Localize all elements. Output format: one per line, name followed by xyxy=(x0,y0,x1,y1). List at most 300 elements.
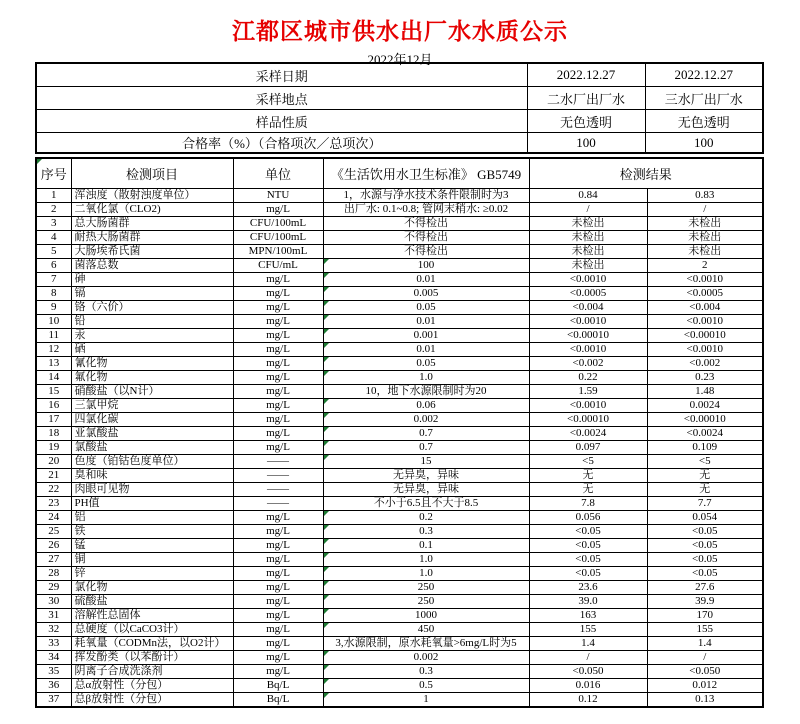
cell-standard-text: 不得检出 xyxy=(404,217,448,229)
cell-result-plant3-text: / xyxy=(703,651,707,663)
cell-result-plant3-text: 未检出 xyxy=(688,231,722,243)
cell-unit-text: —— xyxy=(267,455,289,467)
cell-item-text: 耐热大肠菌群 xyxy=(74,231,141,243)
cell-result-plant3-text: 0.012 xyxy=(692,679,718,691)
cell-index-text: 3 xyxy=(51,217,57,229)
cell-item xyxy=(71,343,233,357)
cell-standard-text: 1.0 xyxy=(419,553,433,565)
cell-unit-text: mg/L xyxy=(266,413,290,425)
cell-standard-text: 0.5 xyxy=(419,679,433,691)
excel-flag-icon xyxy=(37,159,42,164)
cell-result-plant3 xyxy=(647,385,763,399)
cell-item-text: 锰 xyxy=(74,539,86,551)
cell-result-plant2-text: 1.59 xyxy=(578,385,598,397)
cell-result-plant2 xyxy=(529,623,647,637)
cell-item-text: 锌 xyxy=(74,567,86,579)
cell-result-plant2 xyxy=(529,581,647,595)
excel-flag-icon xyxy=(324,553,329,558)
cell-item xyxy=(71,301,233,315)
cell-index xyxy=(36,539,71,553)
cell-index-text: 29 xyxy=(48,581,60,593)
cell-index-text: 13 xyxy=(48,357,60,369)
cell-item xyxy=(71,609,233,623)
cell-standard xyxy=(323,413,529,427)
cell-unit xyxy=(233,609,323,623)
excel-flag-icon xyxy=(324,581,329,586)
cell-result-plant2 xyxy=(529,343,647,357)
cell-result-plant2 xyxy=(529,371,647,385)
cell-result-plant2-text: 39.0 xyxy=(578,595,598,607)
cell-item xyxy=(71,623,233,637)
cell-result-plant3-text: / xyxy=(703,203,707,215)
cell-standard-text: 250 xyxy=(417,581,435,593)
cell-item xyxy=(71,539,233,553)
cell-result-plant3 xyxy=(647,371,763,385)
table-row xyxy=(36,245,763,259)
cell-standard xyxy=(323,315,529,329)
cell-item-text: 铝 xyxy=(74,511,86,523)
cell-index xyxy=(36,399,71,413)
col-header-unit-text: 单位 xyxy=(264,167,291,182)
cell-standard-text: 不得检出 xyxy=(404,245,448,257)
cell-standard-text: 0.3 xyxy=(419,665,433,677)
cell-item xyxy=(71,357,233,371)
cell-result-plant3 xyxy=(647,665,763,679)
cell-index-text: 2 xyxy=(51,203,57,215)
table-header-row xyxy=(36,158,763,189)
cell-index-text: 35 xyxy=(48,665,60,677)
cell-result-plant3-text: 170 xyxy=(696,609,713,621)
cell-item-text: 菌落总数 xyxy=(74,259,119,271)
cell-result-plant3-text: 0.0024 xyxy=(689,399,720,411)
cell-result-plant3-text: 未检出 xyxy=(688,217,722,229)
table-row xyxy=(36,371,763,385)
cell-result-plant3 xyxy=(647,315,763,329)
cell-standard xyxy=(323,595,529,609)
cell-item xyxy=(71,259,233,273)
cell-item xyxy=(71,427,233,441)
cell-index-text: 17 xyxy=(48,413,60,425)
cell-standard xyxy=(323,623,529,637)
cell-index-text: 8 xyxy=(51,287,57,299)
excel-flag-icon xyxy=(324,441,329,446)
cell-unit xyxy=(233,553,323,567)
summary-row xyxy=(36,110,763,133)
cell-result-plant2-text: 155 xyxy=(579,623,597,635)
cell-result-plant2-text: 无 xyxy=(582,469,594,481)
table-row xyxy=(36,469,763,483)
cell-item xyxy=(71,651,233,665)
cell-index xyxy=(36,259,71,273)
table-row xyxy=(36,553,763,567)
cell-result-plant3 xyxy=(647,637,763,651)
cell-result-plant2 xyxy=(529,301,647,315)
cell-standard xyxy=(323,525,529,539)
cell-standard-text: 0.01 xyxy=(416,273,436,285)
cell-item-text: 硒 xyxy=(74,343,86,355)
cell-result-plant3 xyxy=(647,413,763,427)
table-row xyxy=(36,427,763,441)
cell-item-text: 铬（六价） xyxy=(74,301,130,313)
cell-unit-text: NTU xyxy=(266,189,290,201)
cell-item-text: 砷 xyxy=(74,273,86,285)
cell-index-text: 23 xyxy=(48,497,60,509)
cell-result-plant3 xyxy=(647,189,763,203)
excel-flag-icon xyxy=(324,399,329,404)
cell-result-plant2 xyxy=(529,567,647,581)
cell-standard-text: 0.005 xyxy=(413,287,439,299)
cell-result-plant2-text: <0.00010 xyxy=(567,413,609,425)
cell-item-text: 总β放射性（分包） xyxy=(74,693,169,705)
cell-result-plant2-text: <0.002 xyxy=(572,357,604,369)
cell-result-plant3-text: <0.05 xyxy=(692,553,718,565)
table-row xyxy=(36,231,763,245)
cell-unit xyxy=(233,357,323,371)
cell-result-plant3-text: <0.05 xyxy=(692,567,718,579)
cell-item xyxy=(71,399,233,413)
cell-result-plant3 xyxy=(647,245,763,259)
cell-item-text: PH值 xyxy=(74,497,100,509)
cell-index xyxy=(36,329,71,343)
cell-index-text: 7 xyxy=(51,273,57,285)
cell-result-plant2 xyxy=(529,679,647,693)
cell-standard xyxy=(323,567,529,581)
cell-standard-text: 1.0 xyxy=(419,567,433,579)
cell-index-text: 21 xyxy=(48,469,60,481)
cell-result-plant3-text: 7.7 xyxy=(697,497,712,509)
table-row xyxy=(36,301,763,315)
cell-result-plant2 xyxy=(529,469,647,483)
cell-item-text: 挥发酚类（以苯酚计） xyxy=(74,651,185,663)
cell-index-text: 18 xyxy=(48,427,60,439)
cell-result-plant2 xyxy=(529,651,647,665)
cell-index xyxy=(36,385,71,399)
cell-item xyxy=(71,469,233,483)
cell-result-plant2 xyxy=(529,455,647,469)
cell-standard xyxy=(323,581,529,595)
cell-result-plant2-text: 0.84 xyxy=(578,189,598,201)
cell-index-text: 12 xyxy=(48,343,60,355)
cell-standard xyxy=(323,693,529,708)
excel-flag-icon xyxy=(324,525,329,530)
cell-result-plant3-text: 无 xyxy=(699,469,711,481)
cell-index xyxy=(36,651,71,665)
cell-item-text: 二氧化氯（CLO2) xyxy=(74,203,161,215)
cell-index xyxy=(36,413,71,427)
cell-unit xyxy=(233,385,323,399)
excel-flag-icon xyxy=(324,413,329,418)
cell-unit xyxy=(233,581,323,595)
cell-index-text: 5 xyxy=(51,245,57,257)
cell-index-text: 28 xyxy=(48,567,60,579)
cell-result-plant3 xyxy=(647,259,763,273)
table-row xyxy=(36,259,763,273)
cell-unit-text: mg/L xyxy=(266,399,290,411)
cell-unit xyxy=(233,567,323,581)
cell-index xyxy=(36,665,71,679)
cell-unit xyxy=(233,595,323,609)
col-header-result-text: 检测结果 xyxy=(619,167,672,182)
cell-item-text: 氰化物 xyxy=(74,357,108,369)
excel-flag-icon xyxy=(324,623,329,628)
cell-result-plant3 xyxy=(647,441,763,455)
cell-result-plant3 xyxy=(647,679,763,693)
cell-result-plant2-text: <0.05 xyxy=(575,567,601,579)
cell-result-plant2 xyxy=(529,357,647,371)
cell-unit xyxy=(233,441,323,455)
cell-result-plant2 xyxy=(529,497,647,511)
cell-unit xyxy=(233,427,323,441)
cell-standard-text: 1，水源与净水技术条件限制时为3 xyxy=(343,189,509,201)
cell-result-plant2 xyxy=(529,231,647,245)
cell-result-plant3 xyxy=(647,203,763,217)
cell-standard xyxy=(323,679,529,693)
cell-item-text: 镉 xyxy=(74,287,86,299)
cell-item xyxy=(71,315,233,329)
col-header-result xyxy=(529,158,763,189)
cell-result-plant3-text: 2 xyxy=(702,259,708,271)
table-row xyxy=(36,399,763,413)
excel-flag-icon xyxy=(324,693,329,698)
cell-item xyxy=(71,525,233,539)
cell-unit xyxy=(233,623,323,637)
cell-index xyxy=(36,483,71,497)
table-row xyxy=(36,483,763,497)
cell-item-text: 铅 xyxy=(74,315,86,327)
cell-index-text: 11 xyxy=(48,329,60,341)
cell-result-plant2 xyxy=(529,329,647,343)
table-row xyxy=(36,189,763,203)
cell-result-plant2-text: <0.00010 xyxy=(567,329,609,341)
cell-index-text: 6 xyxy=(51,259,57,271)
cell-result-plant2 xyxy=(529,203,647,217)
cell-result-plant3-text: 0.23 xyxy=(695,371,715,383)
cell-result-plant2-text: <0.05 xyxy=(575,539,601,551)
cell-standard-text: 450 xyxy=(417,623,435,635)
cell-standard xyxy=(323,651,529,665)
table-row xyxy=(36,385,763,399)
cell-unit xyxy=(233,203,323,217)
cell-item-text: 硝酸盐（以N计） xyxy=(74,385,160,397)
cell-item xyxy=(71,595,233,609)
cell-result-plant3 xyxy=(647,343,763,357)
cell-index xyxy=(36,623,71,637)
cell-index xyxy=(36,217,71,231)
table-row xyxy=(36,581,763,595)
cell-unit-text: mg/L xyxy=(266,581,290,593)
table-row xyxy=(36,567,763,581)
cell-index xyxy=(36,567,71,581)
cell-unit-text: mg/L xyxy=(266,315,290,327)
cell-item-text: 硫酸盐 xyxy=(74,595,108,607)
table-row xyxy=(36,343,763,357)
excel-flag-icon xyxy=(324,609,329,614)
cell-item-text: 总α放射性（分包） xyxy=(74,679,169,691)
table-row xyxy=(36,679,763,693)
cell-standard xyxy=(323,385,529,399)
summary-value-plant3: 2022.12.27 xyxy=(645,63,763,87)
cell-index xyxy=(36,245,71,259)
table-row xyxy=(36,609,763,623)
excel-flag-icon xyxy=(324,259,329,264)
cell-result-plant2 xyxy=(529,693,647,708)
cell-item xyxy=(71,553,233,567)
summary-label: 采样地点 xyxy=(36,87,527,110)
cell-result-plant3 xyxy=(647,399,763,413)
cell-result-plant2 xyxy=(529,637,647,651)
cell-unit xyxy=(233,455,323,469)
cell-unit xyxy=(233,651,323,665)
excel-flag-icon xyxy=(324,511,329,516)
cell-result-plant2 xyxy=(529,483,647,497)
cell-result-plant2-text: 1.4 xyxy=(581,637,595,649)
cell-standard-text: 0.001 xyxy=(413,329,439,341)
cell-result-plant3-text: <0.050 xyxy=(689,665,721,677)
cell-unit xyxy=(233,637,323,651)
cell-standard-text: 不得检出 xyxy=(404,231,448,243)
table-row xyxy=(36,497,763,511)
cell-index xyxy=(36,315,71,329)
summary-label: 合格率（%）（合格项次／总项次） xyxy=(36,133,527,154)
cell-unit-text: mg/L xyxy=(266,525,290,537)
cell-result-plant3-text: <0.0010 xyxy=(686,343,723,355)
cell-index-text: 27 xyxy=(48,553,60,565)
cell-item xyxy=(71,217,233,231)
cell-item-text: 浑浊度（散射浊度单位） xyxy=(74,189,196,201)
cell-result-plant3 xyxy=(647,483,763,497)
cell-index-text: 1 xyxy=(51,189,57,201)
cell-standard xyxy=(323,329,529,343)
cell-item-text: 氯化物 xyxy=(74,581,108,593)
table-row xyxy=(36,413,763,427)
cell-result-plant2-text: 7.8 xyxy=(581,497,595,509)
cell-unit-text: CFU/mL xyxy=(258,259,298,271)
cell-unit xyxy=(233,693,323,708)
cell-item-text: 亚氯酸盐 xyxy=(74,427,119,439)
table-row xyxy=(36,441,763,455)
cell-unit-text: mg/L xyxy=(266,539,290,551)
cell-item xyxy=(71,679,233,693)
cell-result-plant2-text: 0.056 xyxy=(575,511,601,523)
cell-index-text: 33 xyxy=(48,637,60,649)
cell-result-plant2-text: 23.6 xyxy=(578,581,598,593)
cell-index xyxy=(36,357,71,371)
excel-flag-icon xyxy=(324,595,329,600)
cell-item xyxy=(71,189,233,203)
cell-result-plant3 xyxy=(647,301,763,315)
cell-unit xyxy=(233,315,323,329)
col-header-standard xyxy=(323,158,529,189)
cell-index xyxy=(36,553,71,567)
cell-unit-text: mg/L xyxy=(266,567,290,579)
table-row xyxy=(36,665,763,679)
cell-unit xyxy=(233,189,323,203)
cell-item xyxy=(71,581,233,595)
cell-index xyxy=(36,637,71,651)
cell-unit-text: mg/L xyxy=(266,665,290,677)
table-row xyxy=(36,525,763,539)
cell-standard xyxy=(323,357,529,371)
cell-item-text: 总硬度（以CaCO3计） xyxy=(74,623,185,635)
cell-result-plant3-text: 0.83 xyxy=(695,189,715,201)
table-row xyxy=(36,287,763,301)
cell-standard-text: 15 xyxy=(420,455,432,467)
cell-index-text: 9 xyxy=(51,301,57,313)
summary-value-plant2: 100 xyxy=(527,133,645,154)
cell-result-plant2 xyxy=(529,413,647,427)
cell-item xyxy=(71,287,233,301)
cell-result-plant3 xyxy=(647,581,763,595)
cell-item-text: 铁 xyxy=(74,525,86,537)
cell-unit xyxy=(233,273,323,287)
cell-item xyxy=(71,371,233,385)
cell-result-plant2-text: <0.0010 xyxy=(569,273,607,285)
cell-standard-text: 1.0 xyxy=(419,371,433,383)
excel-flag-icon xyxy=(324,567,329,572)
cell-item xyxy=(71,329,233,343)
cell-unit xyxy=(233,343,323,357)
cell-unit xyxy=(233,413,323,427)
cell-unit-text: Bq/L xyxy=(266,679,290,691)
cell-unit-text: CFU/100mL xyxy=(249,231,307,243)
cell-result-plant3 xyxy=(647,511,763,525)
excel-flag-icon xyxy=(324,343,329,348)
cell-index-text: 15 xyxy=(48,385,60,397)
cell-standard xyxy=(323,245,529,259)
col-header-item xyxy=(71,158,233,189)
cell-index xyxy=(36,371,71,385)
cell-standard xyxy=(323,511,529,525)
cell-item xyxy=(71,231,233,245)
cell-standard-text: 250 xyxy=(417,595,435,607)
table-row xyxy=(36,511,763,525)
cell-result-plant2-text: <0.004 xyxy=(572,301,604,313)
cell-result-plant3-text: <0.0024 xyxy=(686,427,723,439)
cell-result-plant3-text: 0.109 xyxy=(692,441,718,453)
cell-unit xyxy=(233,679,323,693)
summary-row xyxy=(36,133,763,154)
cell-index-text: 32 xyxy=(48,623,60,635)
cell-standard xyxy=(323,441,529,455)
cell-item xyxy=(71,455,233,469)
cell-standard-text: 无异臭，异味 xyxy=(393,469,459,481)
cell-result-plant3 xyxy=(647,455,763,469)
cell-item-text: 色度（铂钴色度单位） xyxy=(74,455,185,467)
cell-unit-text: mg/L xyxy=(266,511,290,523)
cell-unit-text: —— xyxy=(267,497,289,509)
cell-standard xyxy=(323,273,529,287)
cell-index-text: 14 xyxy=(48,371,60,383)
cell-item xyxy=(71,497,233,511)
cell-result-plant2 xyxy=(529,385,647,399)
cell-index xyxy=(36,595,71,609)
cell-result-plant2-text: <0.050 xyxy=(572,665,604,677)
cell-index xyxy=(36,455,71,469)
cell-standard xyxy=(323,231,529,245)
cell-standard xyxy=(323,189,529,203)
cell-index xyxy=(36,203,71,217)
col-header-item-text: 检测项目 xyxy=(125,167,178,182)
table-row xyxy=(36,273,763,287)
cell-result-plant3-text: <5 xyxy=(698,455,711,467)
cell-unit xyxy=(233,287,323,301)
summary-value-plant2: 无色透明 xyxy=(527,110,645,133)
excel-flag-icon xyxy=(324,665,329,670)
table-row xyxy=(36,329,763,343)
cell-unit xyxy=(233,301,323,315)
cell-unit-text: Bq/L xyxy=(266,693,290,705)
summary-value-plant2: 二水厂出厂水 xyxy=(527,87,645,110)
